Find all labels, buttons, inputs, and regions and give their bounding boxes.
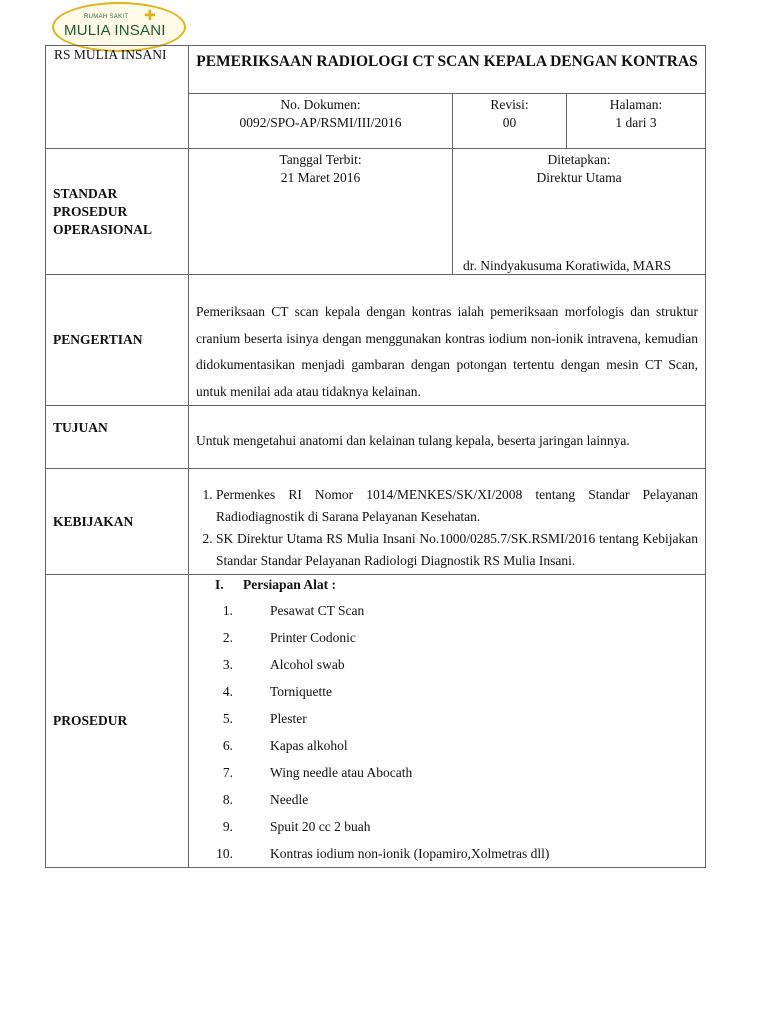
list-item [189,840,698,867]
kebijakan-label: KEBIJAKAN [46,469,189,575]
alat-list [189,597,698,867]
list-item [189,813,698,840]
pengertian-label: PENGERTIAN [46,275,189,406]
list-item-text: Alcohol swab [270,657,345,672]
hospital-name: RS MULIA INSANI [46,46,189,149]
list-item-number: 4. [222,684,233,699]
list-item-number: 6. [222,738,233,753]
list-item-number: 1. [222,603,233,618]
list-item-number: 8. [222,792,233,807]
prosedur-row [46,575,706,868]
issued-cell [189,149,453,275]
list-item-text: Wing needle atau Abocath [270,765,413,780]
kebijakan-item: 1. Permenkes RI Nomor 1014/MENKES/SK/XI/2008 tentang Standar Pelayanan Radiodiagnostik di Sarana Pelayanan Kesehatan. [216,484,698,528]
doc-number-value: 0092/SPO-AP/RSMI/III/2016 [239,115,402,130]
pengertian-row [46,275,706,406]
set-by-value: Direktur Utama [536,170,622,185]
list-item-text: Plester [270,711,307,726]
list-item-text: Kapas alkohol [270,738,348,753]
page-cell [567,94,706,149]
list-item-text: Kontras iodium non-ionik (Iopamiro,Xolmetras dll) [270,846,550,861]
issued-label: Tanggal Terbit: [279,152,362,167]
list-item-text: Pesawat CT Scan [270,603,365,618]
list-item-text: Spuit 20 cc 2 buah [270,819,371,834]
kebijakan-item: 2. SK Direktur Utama RS Mulia Insani No.1000/0285.7/SK.RSMI/2016 tentang Kebijakan Standar Standar Pelayanan Radiologi Diagnostik RS Mulia Insani. [216,528,698,572]
list-item [189,732,698,759]
doc-number-cell [189,94,453,149]
pengertian-text: Pemeriksaan CT scan kepala dengan kontras ialah pemeriksaan morfologis dan struktur cranium beserta isinya dengan menggunakan kontras iodium non-ionik intravena, kemudian didokumentasikan menjadi gambaran dengan potongan tertentu dengan mesin CT Scan, untuk menilai ada atau tidaknya kelainan. [189,275,706,406]
list-item [189,705,698,732]
list-item-text: Torniquette [270,684,333,699]
list-item-number: 2. [222,630,233,645]
logo-name-left: MULIA [64,22,111,39]
list-item [189,624,698,651]
sop-label: STANDAR PROSEDUR OPERASIONAL [46,149,189,275]
list-item [189,597,698,624]
list-item-text: Printer Codonic [270,630,356,645]
sop-table [45,45,706,868]
list-item-number: 7. [222,765,233,780]
logo-name-right: INSANI [114,22,166,39]
page-value: 1 dari 3 [615,115,657,130]
kebijakan-cell [189,469,706,575]
prosedur-heading-text: Persiapan Alat : [243,577,336,592]
list-item-number: 3. [222,657,233,672]
logo-small-text: RUMAH SAKIT [84,14,129,20]
prosedur-heading-number: I. [215,577,224,592]
revision-cell [453,94,567,149]
list-item [189,759,698,786]
kebijakan-list [196,484,698,572]
document-title: PEMERIKSAAN RADIOLOGI CT SCAN KEPALA DENGAN KONTRAS [189,46,706,94]
plus-cross-icon: ✚ [144,8,156,24]
list-item-number: 5. [222,711,233,726]
prosedur-cell [189,575,706,868]
tujuan-text: Untuk mengetahui anatomi dan kelainan tulang kepala, beserta jaringan lainnya. [189,406,706,469]
doc-number-label: No. Dokumen: [280,97,361,112]
list-item [189,678,698,705]
kebijakan-row [46,469,706,575]
sop-row [46,149,706,275]
signatory: dr. Nindyakusuma Koratiwida, MARS [463,258,672,273]
list-item [189,651,698,678]
page-label: Halaman: [609,97,663,112]
tujuan-label: TUJUAN [46,406,189,469]
list-item [189,786,698,813]
set-by-cell [453,149,706,275]
header-row [46,46,706,94]
logo-name [64,22,166,39]
set-by-label: Ditetapkan: [547,152,611,167]
revision-label: Revisi: [490,97,529,112]
revision-value: 00 [502,115,517,130]
tujuan-row [46,406,706,469]
prosedur-label: PROSEDUR [46,575,189,868]
list-item-text: Needle [270,792,309,807]
list-item-number: 10. [216,846,233,861]
list-item-number: 9. [222,819,233,834]
prosedur-heading [189,576,698,593]
issued-date: 21 Maret 2016 [280,170,361,185]
